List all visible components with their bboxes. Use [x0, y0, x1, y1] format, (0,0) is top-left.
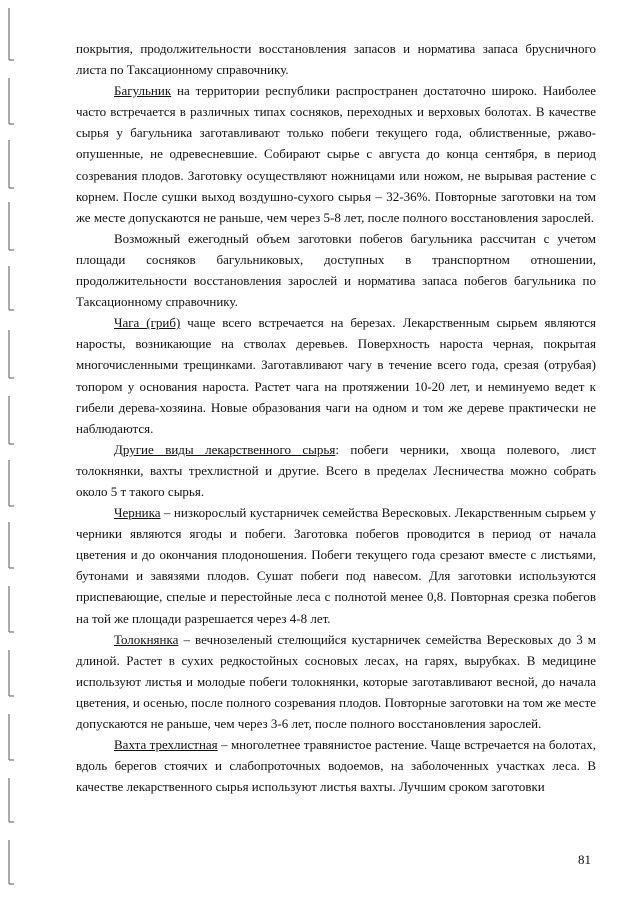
- underlined-term: Черника: [114, 505, 161, 521]
- paragraph-text: – вечнозеленый стелющийся кустарничек семейства Вересковых до 3 м длиной. Растет в сухих редкостойных сосновых лесах, на гарях, вырубках. В медицине используют листья и молодые побеги толокнянки, которые заготавливают весной, до начала цветения, и осенью, после полного созревания плодов. Повторные заготовки на том же месте допускаются не раньше, чем через 3-6 лет, после полного восстановления зарослей.: [76, 631, 596, 731]
- paragraph: [76, 502, 596, 629]
- paragraph-text: покрытия, продолжительности восстановления запасов и норматива запаса брусничного листа по Таксационному справочнику.: [76, 41, 596, 78]
- underlined-term: Другие виды лекарственного сырья: [114, 441, 336, 457]
- paragraph-text: – многолетнее травянистое растение. Чаще встречается на болотах, вдоль берегов стоячих и слабопроточных водоемов, на заболоченных участках леса. В качестве лекарственного сырья используют листья вахты. Лучшим сроком заготовки: [76, 737, 596, 795]
- paragraph-text: : побеги черники, хвоща полевого, лист толокнянки, вахты трехлистной и другие. Всего в пределах Лесничества можно собрать около 5 т такого сырья.: [76, 441, 596, 499]
- underlined-term: Вахта трехлистная: [114, 737, 218, 753]
- underlined-term: Толокнянка: [114, 631, 179, 647]
- paragraph-text: на территории республики распространен достаточно широко. Наиболее часто встречается в различных типах сосняков, переходных и верховых болотах. В качестве сырья у багульника заготавливают только побеги текущего года, облиственные, ржаво-опушенные, не одревесневшие. Собирают сырье с августа до конца сентября, в период созревания плодов. Заготовку осуществляют ножницами или ножом, не вырывая растение с корнем. После сушки выход воздушно-сухого сырья – 32-36%. Повторные заготовки на том же месте допускаются не раньше, чем через 5-8 лет, после полного восстановления зарослей.: [76, 83, 596, 225]
- paragraph: [76, 312, 596, 439]
- page-number: 81: [578, 852, 591, 867]
- paragraph-text: Возможный ежегодный объем заготовки побегов багульника рассчитан с учетом площади сосняков багульниковых, доступных в транспортном отношении, продолжительности восстановления зарослей и норматива запаса побегов багульника по Таксационному справочнику.: [76, 230, 596, 310]
- paragraph: [76, 439, 596, 502]
- paragraph-text: – низкорослый кустарничек семейства Вересковых. Лекарственным сырьем у черники являются ягоды и побеги. Заготовка побегов проводится в период от начала цветения и до окончания плодоношения. Побеги текущего года срезают вместе с листьями, бутонами и завязями плодов. Сушат побеги под навесом. Для заготовки используются приспевающие, спелые и перестойные леса с полнотой менее 0,8. Повторная срезка побегов на той же площади разрешается через 4-8 лет.: [76, 505, 596, 626]
- paragraph: [76, 228, 596, 312]
- paragraph: [76, 629, 596, 734]
- paragraph: [76, 80, 596, 228]
- paragraph: [76, 38, 596, 80]
- paragraph: [76, 734, 596, 797]
- paragraph-text: чаще всего встречается на березах. Лекарственным сырьем являются наросты, возникающие на стволах деревьев. Поверхность нароста черная, покрытая многочисленными трещинками. Заготавливают чагу в течение всего года, срезая (отрубая) топором у основания нароста. Растет чага на протяжении 10-20 лет, и неминуемо ведет к гибели дерева-хозяина. Новые образования чаги на одном и том же дереве практически не наблюдаются.: [76, 315, 596, 436]
- underlined-term: Багульник: [114, 83, 172, 99]
- underlined-term: Чага (гриб): [114, 315, 181, 331]
- body-text: [76, 38, 596, 797]
- margin-binding-marks: [0, 0, 24, 905]
